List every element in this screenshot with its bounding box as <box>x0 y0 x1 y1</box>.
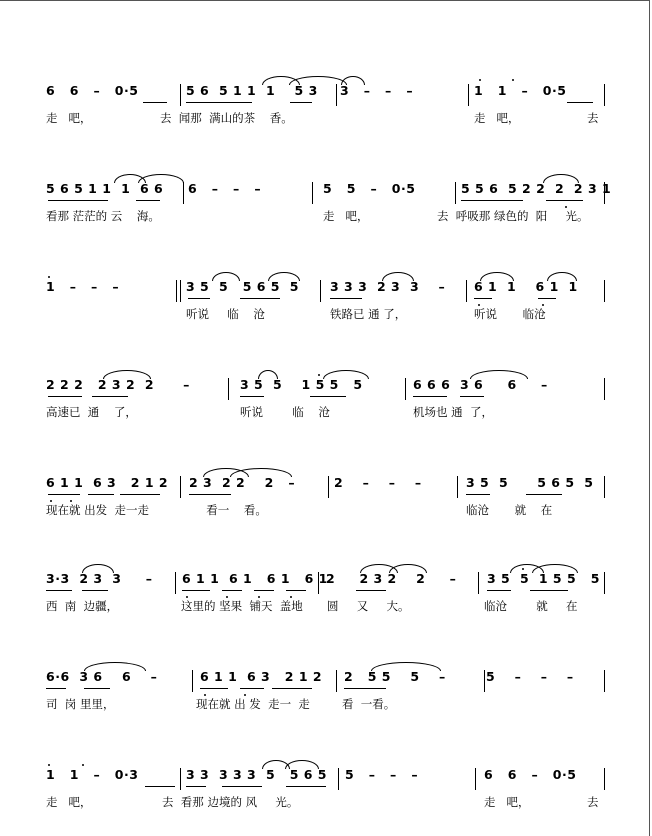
tie-slur <box>258 370 278 379</box>
note-group: 6 6 – 0·5 <box>484 767 577 782</box>
note-group: 5 5 6 5 2 2 2 2 3 1 <box>461 181 612 196</box>
note-group: 3 3 3 2 3 3 – <box>330 279 446 294</box>
lyric-line <box>0 107 652 127</box>
barline <box>180 84 181 106</box>
note-group: 6 – – – <box>188 181 262 196</box>
tie-slur <box>138 174 184 183</box>
score-system <box>0 666 652 736</box>
rhythm-underline <box>413 396 447 397</box>
note-group: 6 1 1 6 1 6 1 6 1 <box>182 571 328 586</box>
lyric-text: 高速已 通 了， <box>46 405 137 419</box>
barline <box>338 768 339 790</box>
note-group: 5 – – – <box>345 767 419 782</box>
barline <box>604 182 605 204</box>
rhythm-underline <box>182 590 210 591</box>
note-group: 6 1 1 6 1 1 <box>474 279 578 294</box>
rhythm-underline <box>466 494 490 495</box>
lyric-text: 去 <box>587 111 599 125</box>
barline <box>405 378 406 400</box>
note-group: 6 6 – 0·5 <box>46 83 139 98</box>
tie-slur <box>543 174 579 183</box>
lyric-text: 看一 看。 <box>188 503 267 517</box>
rhythm-underline <box>46 590 72 591</box>
lyric-text: 去 看那 边境的 风 光。 <box>162 795 299 809</box>
tie-slur <box>289 76 347 85</box>
rhythm-underline <box>290 102 312 103</box>
barline <box>455 182 456 204</box>
barline <box>318 572 319 594</box>
barline <box>604 476 605 498</box>
note-group: 3 5 5 1 5 5 5 <box>240 377 363 392</box>
tie-slur <box>268 272 300 281</box>
note-group: 6 1 1 6 3 2 1 2 <box>46 475 169 490</box>
rhythm-underline <box>460 396 484 397</box>
barline <box>180 768 181 790</box>
lyric-text: 走 吧， <box>323 209 369 223</box>
barline <box>176 280 181 302</box>
tie-slur <box>480 272 514 281</box>
rhythm-underline <box>286 786 326 787</box>
score-system <box>0 374 652 444</box>
note-line <box>0 764 652 788</box>
rhythm-underline <box>222 590 242 591</box>
rhythm-underline <box>344 688 386 689</box>
rhythm-underline <box>526 494 562 495</box>
note-group: 2 2 3 2 2 – <box>326 571 457 586</box>
note-group: 5 6 5 1 1 1 5 3 <box>186 83 318 98</box>
barline <box>457 476 458 498</box>
rhythm-underline <box>563 200 583 201</box>
note-group: 2 2 2 2 3 2 2 – <box>46 377 190 392</box>
rhythm-underline <box>84 688 110 689</box>
barline <box>180 476 181 498</box>
rhythm-underline <box>286 590 306 591</box>
lyric-line <box>0 595 652 615</box>
note-group: 3 5 5 5 6 5 5 <box>466 475 594 490</box>
score-system <box>0 568 652 638</box>
rhythm-underline <box>461 200 523 201</box>
rhythm-underline <box>254 590 274 591</box>
rhythm-underline <box>240 298 280 299</box>
note-group: 6 1 1 6 3 2 1 2 <box>200 669 323 684</box>
rhythm-underline <box>330 298 362 299</box>
barline <box>328 476 329 498</box>
rhythm-underline <box>474 298 492 299</box>
lyric-line <box>0 401 652 421</box>
rhythm-underline <box>240 688 264 689</box>
lyric-line <box>0 791 652 811</box>
lyric-text: 看那 茫茫的 云 海。 <box>46 209 160 223</box>
rhythm-underline <box>82 590 108 591</box>
note-group: 2 – – – <box>334 475 422 490</box>
rhythm-underline <box>356 590 386 591</box>
barline <box>183 182 184 204</box>
rhythm-underline <box>143 102 167 103</box>
tie-slur <box>103 370 151 379</box>
lyric-text: 走 吧， <box>484 795 530 809</box>
rhythm-underline <box>88 494 114 495</box>
barline <box>192 670 193 692</box>
rhythm-underline <box>222 786 262 787</box>
lyric-text: 机场也 通 了， <box>413 405 493 419</box>
rhythm-underline <box>189 494 231 495</box>
note-group: 3 5 5 5 6 5 5 <box>186 279 299 294</box>
rhythm-underline <box>200 688 228 689</box>
lyric-text: 去 <box>587 795 599 809</box>
note-line <box>0 472 652 496</box>
rhythm-underline <box>48 396 82 397</box>
tie-slur <box>323 370 369 379</box>
tie-slur <box>341 76 365 85</box>
lyric-text: 走 吧， <box>474 111 520 125</box>
note-group: 6 6 6 3 6 6 – <box>413 377 548 392</box>
tie-slur <box>389 564 427 573</box>
lyric-text: 铁路已 通 了， <box>330 307 407 321</box>
lyric-text: 听说 临 沧 <box>186 307 265 321</box>
barline <box>604 280 605 302</box>
tie-slur <box>212 272 240 281</box>
tie-slur <box>470 370 528 379</box>
barline <box>228 378 229 400</box>
lyric-text: 走 吧， <box>46 795 92 809</box>
rhythm-underline <box>240 396 264 397</box>
lyric-text: 临沧 就 在 <box>466 503 553 517</box>
tie-slur <box>84 662 146 671</box>
lyric-text: 西 南 边疆， <box>46 599 119 613</box>
rhythm-underline <box>567 102 593 103</box>
score-system <box>0 764 652 834</box>
lyric-text: 去 呼吸那 绿色的 阳 光。 <box>437 209 589 223</box>
rhythm-underline <box>188 298 210 299</box>
lyric-text: 听说 临 沧 <box>240 405 330 419</box>
rhythm-underline <box>92 396 128 397</box>
barline <box>336 670 337 692</box>
lyric-text: 圆 又 大。 <box>327 599 410 613</box>
rhythm-underline <box>530 590 568 591</box>
barline <box>604 84 605 106</box>
note-group: 5 5 – 0·5 <box>323 181 416 196</box>
lyric-text: 临沧 就 在 <box>484 599 578 613</box>
note-group: 1 1 – 0·3 <box>46 767 139 782</box>
rhythm-underline <box>46 688 66 689</box>
note-group: 3 – – – <box>340 83 414 98</box>
tie-slur <box>285 760 319 769</box>
score-system <box>0 276 652 346</box>
tie-slur <box>382 272 414 281</box>
barline <box>312 182 313 204</box>
rhythm-underline <box>538 298 556 299</box>
note-group: 5 6 5 1 1 1 6 6 <box>46 181 164 196</box>
rhythm-underline <box>48 494 80 495</box>
rhythm-underline <box>145 786 175 787</box>
barline <box>484 670 485 692</box>
lyric-line <box>0 693 652 713</box>
barline <box>175 572 176 594</box>
note-group: 3 3 3 3 3 5 5 6 5 <box>186 767 327 782</box>
lyric-line <box>0 499 652 519</box>
tie-slur <box>532 564 578 573</box>
note-group: 3·3 2 3 3 – <box>46 571 153 586</box>
tie-slur <box>82 564 114 573</box>
note-group: 1 – – – <box>46 279 120 294</box>
lyric-text: 这里的 坚果 铺天 盖地 <box>181 599 303 613</box>
lyric-text: 去 闻那 满山的茶 香。 <box>160 111 293 125</box>
lyric-line <box>0 303 652 323</box>
lyric-line <box>0 205 652 225</box>
rhythm-underline <box>487 590 511 591</box>
barline <box>478 572 479 594</box>
tie-slur <box>230 468 292 477</box>
lyric-text: 看 一看。 <box>342 697 396 711</box>
barline <box>468 84 469 106</box>
rhythm-underline <box>228 102 252 103</box>
note-group: 2 3 2 2 2 – <box>189 475 296 490</box>
score-system <box>0 178 652 248</box>
note-group: 2 5 5 5 – <box>344 669 446 684</box>
rhythm-underline <box>272 688 312 689</box>
barline <box>466 280 467 302</box>
rhythm-underline <box>186 786 206 787</box>
rhythm-underline <box>136 200 160 201</box>
lyric-text: 司 岗 里里， <box>46 697 115 711</box>
note-group: 3 5 5 1 5 5 5 <box>487 571 600 586</box>
score-system <box>0 472 652 542</box>
barline <box>320 280 321 302</box>
tie-slur <box>547 272 577 281</box>
barline <box>475 768 476 790</box>
rhythm-underline <box>120 494 160 495</box>
barline <box>604 768 605 790</box>
barline <box>604 670 605 692</box>
note-group: 5 – – – <box>486 669 574 684</box>
lyric-text: 现在就 出 发 走一 走 <box>196 697 310 711</box>
note-group: 1 1 – 0·5 <box>474 83 567 98</box>
score-system <box>0 80 652 150</box>
lyric-text: 走 吧， <box>46 111 92 125</box>
note-group: 6·6 3 6 6 – <box>46 669 158 684</box>
rhythm-underline <box>310 396 346 397</box>
barline <box>336 84 337 106</box>
lyric-text: 现在就 出发 走一走 <box>46 503 149 517</box>
barline <box>604 572 605 594</box>
rhythm-underline <box>48 200 108 201</box>
tie-slur <box>371 662 441 671</box>
lyric-text: 听说 临沧 <box>474 307 546 321</box>
barline <box>604 378 605 400</box>
